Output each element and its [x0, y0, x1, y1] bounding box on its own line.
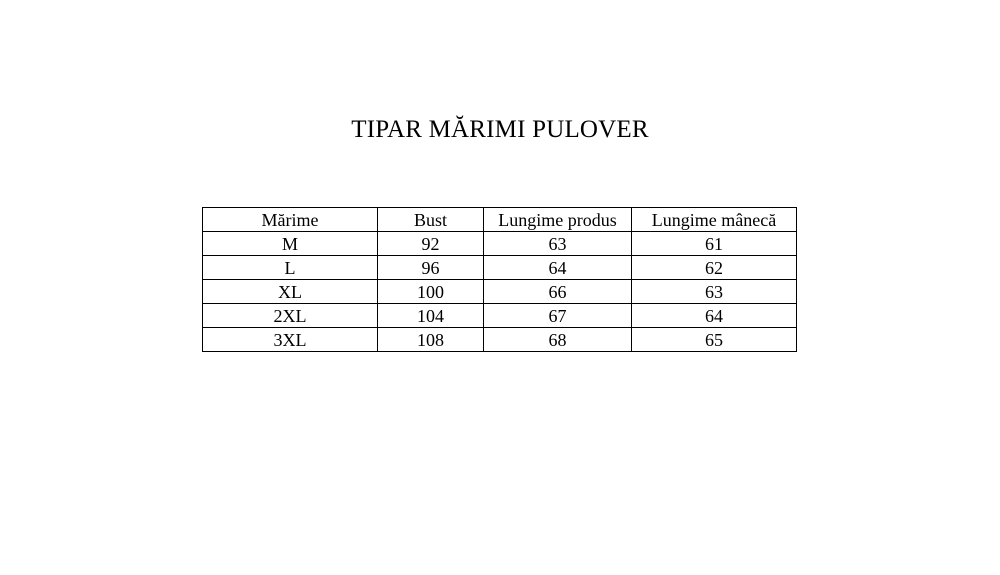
- cell-size: 3XL: [203, 328, 378, 352]
- cell-size: L: [203, 256, 378, 280]
- cell-bust: 96: [378, 256, 484, 280]
- table-row: [203, 304, 797, 328]
- cell-product-length: 63: [484, 232, 632, 256]
- cell-sleeve-length: 62: [632, 256, 797, 280]
- table-header: [203, 208, 797, 232]
- cell-sleeve-length: 65: [632, 328, 797, 352]
- cell-product-length: 68: [484, 328, 632, 352]
- header-product-length: Lungime produs: [484, 208, 632, 232]
- cell-sleeve-length: 63: [632, 280, 797, 304]
- cell-size: M: [203, 232, 378, 256]
- table-row: [203, 280, 797, 304]
- cell-bust: 92: [378, 232, 484, 256]
- header-sleeve-length: Lungime mânecă: [632, 208, 797, 232]
- page-title: TIPAR MĂRIMI PULOVER: [351, 116, 649, 143]
- size-chart-table: [202, 207, 797, 352]
- cell-bust: 108: [378, 328, 484, 352]
- table-row: [203, 232, 797, 256]
- cell-sleeve-length: 61: [632, 232, 797, 256]
- cell-product-length: 67: [484, 304, 632, 328]
- table-body: [203, 232, 797, 352]
- table-row: [203, 256, 797, 280]
- cell-size: 2XL: [203, 304, 378, 328]
- cell-bust: 104: [378, 304, 484, 328]
- cell-sleeve-length: 64: [632, 304, 797, 328]
- cell-product-length: 66: [484, 280, 632, 304]
- header-bust: Bust: [378, 208, 484, 232]
- cell-size: XL: [203, 280, 378, 304]
- header-size: Mărime: [203, 208, 378, 232]
- table-header-row: [203, 208, 797, 232]
- cell-product-length: 64: [484, 256, 632, 280]
- cell-bust: 100: [378, 280, 484, 304]
- table-row: [203, 328, 797, 352]
